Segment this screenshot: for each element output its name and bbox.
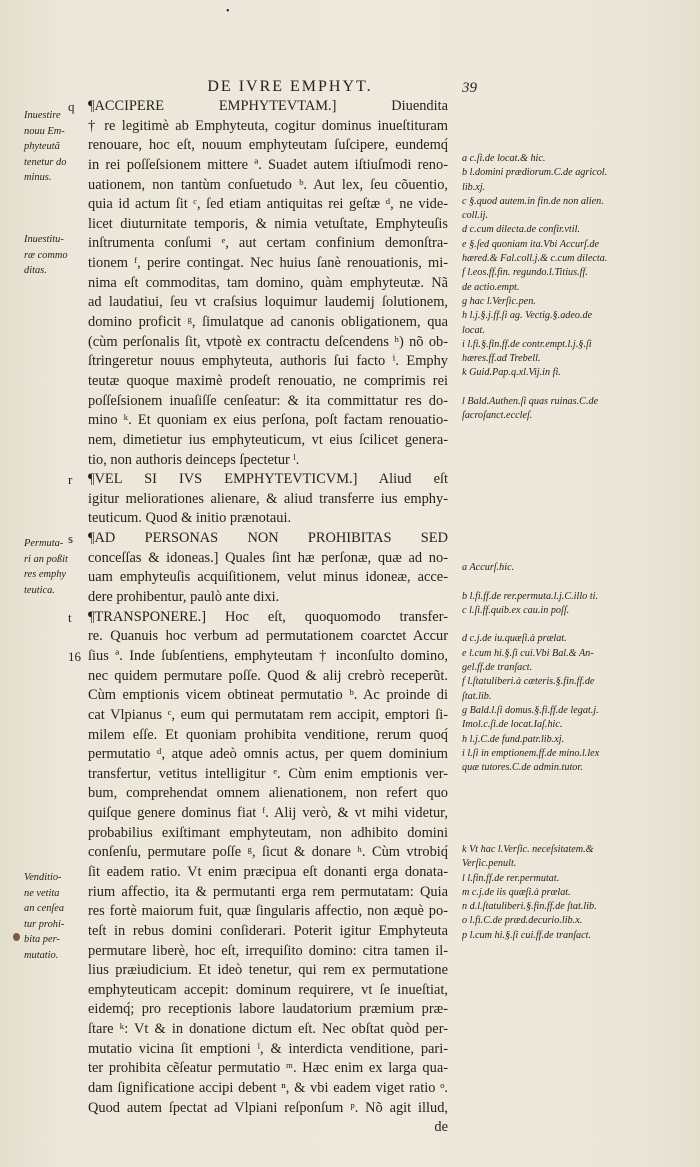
text-line: quia id actum ſit ᶜ, ſed etiam antiquitas rei geſtæ ᵈ, ne vide- — [88, 196, 448, 213]
text-line: (cùm perſonalis ſit, vtpotè ex contractu deſcendens ʰ) nõ ob- — [88, 333, 448, 350]
text-line: tionem ᶠ, perire contingat. Nec huius ſanè renouationis, mi- — [88, 255, 448, 272]
text-line: milem eſſe. Et quoniam prohibita venditione, rerum quoq́ — [88, 726, 448, 743]
text-line: bum, comprehendat omnem alienationem, non refert quo — [88, 785, 448, 802]
citation-line: d c.j.de iu.quæſi.à prælat. — [462, 633, 567, 645]
citation-line: hæres.ff.ad Trebell. — [462, 353, 541, 365]
main-text-column — [68, 97, 448, 1138]
citation-line — [462, 618, 694, 632]
line-marker: r — [68, 472, 73, 488]
text-line: permutatio ᵈ, atque adeò omnis actus, per quem dominium — [88, 746, 448, 763]
text-line: Quod autem ſpectat ad Vlpiani reſponſum ᵖ. Nõ agit illud, — [88, 1099, 448, 1116]
margin-note-line: Inuestire — [24, 110, 61, 121]
citation-line: p l.cum hi.§.ſi cui.ff.de tranſact. — [462, 929, 592, 941]
text-line: nem, dimetietur ius emphyteuticum, vt eius ſcilicet genera- — [88, 431, 448, 448]
text-line: inſtrumenta conſumi ᵉ, aut certam confinium demonſtra- — [88, 235, 448, 252]
citation-line: d c.cum dilecta.de confir.vtil. — [462, 224, 580, 236]
citation-line: gel.ff.de tranſact. — [462, 662, 533, 674]
citation-line: Imol.c.ſi.de locat.Iaſ.hic. — [462, 719, 563, 731]
text-line: emphyteuticam accepit: dominum requirere, vt ſe inueſtiat, — [88, 981, 448, 998]
citation-line: de actio.empt. — [462, 281, 520, 293]
text-line: ¶TRANSPONERE.] Hoc eſt, quoquomodo transfer- — [88, 608, 448, 625]
line-marker: s — [68, 531, 74, 547]
citation-line: k Vt hac l.Verſic. neceſsitatem.& — [462, 844, 594, 855]
citation-line: l Bald.Authen.ſi quas ruinas.C.de — [462, 396, 599, 408]
text-line: transfertur, vetitus intelligitur ᵉ. Cùm enim emptionis ver- — [88, 765, 448, 782]
citation-line: c l.ſi.ff.quib.ex cau.in poſſ. — [462, 604, 570, 616]
text-line: uam emphyteuſis acquiſitionem, velut minus idoneæ, acce- — [88, 569, 448, 586]
text-line: conceſſas & idoneas.] Quales ſint hæ perſonæ, quæ ad no- — [88, 549, 448, 566]
text-line: igitur meliorationes alienare, & aliud transferre ius emphy- — [88, 490, 448, 507]
side-notes-lower — [462, 843, 694, 943]
text-line: ſit eadem ratio. Vt enim præcipua eſt donanti erga donata- — [88, 863, 448, 880]
text-line: teutæ quoque maximè prodeſt renouatio, ne comprimis rei — [88, 372, 448, 389]
margin-note-line: an cenſea — [24, 903, 65, 915]
text-line: teſt in rebus domini conſiderari. Poterit igitur Emphyteuta — [88, 922, 448, 939]
citation-line: f l.eos.ff.fin. regundo.l.Titius.ff. — [462, 267, 588, 279]
citation-line: o l.fi.C.de præd.decurio.lib.x. — [462, 915, 583, 927]
text-line: lius præiudicium. Et ideò tenetur, qui rem ex permutatione — [88, 962, 448, 979]
citation-line: coll.ij. — [462, 210, 489, 222]
margin-note-inuestiturae — [24, 232, 76, 279]
citation-line — [462, 381, 694, 395]
text-line: ter prohibita cẽſeatur permutatio ᵐ. Hæc enim ex larga qua- — [88, 1060, 448, 1077]
citation-line: h l.j.C.de fund.patr.lib.xj. — [462, 733, 565, 745]
text-line: uationem, non tantùm conſuetudo ᵇ. Aut lex, ſeu cõuentio, — [88, 176, 448, 193]
top-mark: • — [226, 6, 230, 17]
margin-note-line: phyteutã — [24, 141, 60, 153]
text-line: permutare liberè, hoc eſt, irrequiſito domino: citra tamen il- — [88, 942, 448, 959]
citation-line: a c.ſi.de locat.& hic. — [462, 153, 546, 164]
margin-note-line: mutatio. — [24, 949, 59, 961]
margin-note-line: tur prohi- — [24, 918, 65, 930]
text-line: ad laudatiui, ſeu vt craſsius loquimur laudemij ſolutionem, — [88, 294, 448, 311]
line-marker: t — [68, 609, 72, 625]
margin-note-line: ne vetita — [24, 887, 60, 899]
running-header: DE IVRE EMPHYT. — [207, 78, 373, 95]
margin-note-line: Permuta- — [24, 538, 64, 549]
citation-line: Verſic.penult. — [462, 858, 517, 870]
text-line: res fortè maiorum fuit, quæ ſingularis affectio, non æquè po- — [88, 903, 448, 920]
text-line: mutatio vicina ſit emptioni ˡ, & interdicta venditione, pari- — [88, 1040, 448, 1057]
citation-line: g Bald.l.ſi domus.§.fi.ff.de legat.j. — [462, 704, 599, 716]
citation-line: lib.xj. — [462, 181, 486, 193]
margin-note-line: ditas. — [24, 265, 47, 277]
citation-line — [462, 575, 694, 589]
citation-line: ſtat.lib. — [462, 690, 492, 702]
text-line: tio, non authoris deinceps ſpectetur ˡ. — [88, 451, 300, 468]
citation-line: l l.fin.ff.de rer.permutat. — [462, 872, 560, 884]
margin-note-line: ri an poßit — [24, 553, 68, 565]
text-line: nima eſt commoditas, tam domino, quàm emphyteutæ. Nã — [88, 274, 448, 291]
text-line: eidemq́; pro receptionis labore laudatorium præmium præ- — [88, 1001, 448, 1018]
text-line: ¶VEL SI IVS EMPHYTEVTICVM.] Aliud eſt — [88, 471, 448, 488]
citation-line: n d.l.ſtatuliberi.§.fin.ff.de ſtat.lib. — [462, 901, 597, 913]
text-line: conſenſu, permutare poſſe ᵍ, ſicut & donare ʰ. Cùm vtrobiq́ — [88, 844, 448, 861]
text-line: cat Vlpianus ᶜ, eum qui permutatam rem accipit, emptori ſi- — [88, 706, 448, 723]
text-line: probabilius exiſtimant emphyteutam, non adhibito domini — [88, 824, 448, 841]
text-line: renouare, hoc eſt, nouum emphyteutam ſuſcipere, eundemq́ — [88, 137, 448, 154]
text-line: ſius ª. Inde ſubſentiens, emphyteutam † inconſulto domino, — [88, 647, 448, 664]
text-line: licet diuturnitate temporis, & nimia vetuſtate, Emphyteuſis — [88, 215, 448, 232]
text-line: ſtringeretur nouus emphyteuta, authoris ſui facto ⁱ. Emphy — [88, 353, 448, 370]
text-line: dere prohibentur, paulò ante dixi. — [88, 589, 280, 606]
text-line: re. Quanuis hoc verbum ad permutationem coarctet Accur — [88, 628, 448, 645]
margin-note-line: Inuestitu- — [24, 234, 64, 245]
side-notes-middle — [462, 561, 694, 775]
text-line: teuticum. Quod & initio prænotaui. — [88, 510, 292, 527]
citation-line: a Accurſ.hic. — [462, 562, 515, 573]
text-line: domino proficit ᵍ, ſimulatque ad canonis obligationem, qua — [88, 314, 448, 331]
text-line: de — [434, 1119, 448, 1136]
text-line: mino ᵏ. Et quoniam ex eius perſona, poſt factam renouatio- — [88, 412, 448, 429]
citation-line: f l.ſtatuliberi.à cæteris.§.fin.ff.de — [462, 676, 595, 688]
citation-line: b l.domini prædiorum.C.de agricol. — [462, 167, 608, 179]
citation-line: e §.ſed quoniam ita.Vbi Accurſ.de — [462, 238, 600, 250]
citation-line: b l.fi.ff.de rer.permuta.l.j.C.illo ti. — [462, 590, 599, 602]
margin-note-inuestire — [24, 108, 76, 186]
citation-line: ſacroſanct.eccleſ. — [462, 410, 533, 422]
margin-note-line: teutica. — [24, 584, 55, 596]
citation-line: quæ tutores.C.de admin.tutor. — [462, 762, 583, 774]
text-line: Cùm emptionis vicem obtineat permutatio ᵇ. Ac proinde di — [88, 687, 448, 704]
text-line: † re legitimè ab Emphyteuta, cogitur dominus inueſtituram — [88, 117, 448, 134]
text-line: in rei poſſeſsionem mittere ª. Suadet autem iſtiuſmodi reno- — [88, 156, 448, 173]
margin-note-venditione — [24, 870, 76, 964]
text-line: ¶AD PERSONAS NON PROHIBITAS SED — [88, 530, 448, 547]
citation-line: c §.quod autem.in fin.de non alien. — [462, 195, 604, 207]
margin-note-line: Venditio- — [24, 872, 62, 883]
text-line: nec quidem permutare poſſe. Quod & alij crebrò receperũt. — [88, 667, 448, 684]
citation-line: m c.j.de iis quæſi.à prælat. — [462, 886, 571, 898]
line-marker: 16 — [68, 649, 81, 665]
margin-note-line: nouu Em- — [24, 125, 65, 137]
side-notes-upper — [462, 152, 694, 424]
citation-line: i l.fi.§.fin.ff.de contr.empt.l.j.§.ſi — [462, 338, 592, 350]
ink-blot — [13, 933, 20, 941]
citation-line: locat. — [462, 324, 485, 336]
citation-line: i l.ſi in emptionem.ff.de mino.l.lex — [462, 747, 600, 759]
text-line: ¶ACCIPERE EMPHYTEVTAM.] Diuendita — [88, 98, 448, 114]
margin-note-line: tenetur do — [24, 156, 67, 168]
text-line: dam ſignificatione accipi debent ⁿ, & vbi eadem viget ratio ᵒ. — [88, 1080, 448, 1097]
margin-note-line: bita per- — [24, 934, 60, 946]
margin-note-line: res emphy — [24, 569, 67, 581]
citation-line: h l.j.§.j.ff.ſi ag. Vectig.§.adeo.de — [462, 310, 593, 322]
text-line: poſſeſsionem inuaſiſſe cenſeatur: & ita committatur res do- — [88, 392, 448, 409]
margin-note-line: ræ commo — [24, 249, 68, 261]
citation-line: e l.cum hi.§.ſi cui.Vbi Bal.& An- — [462, 647, 594, 659]
margin-note-line: minus. — [24, 172, 52, 184]
line-marker: q — [68, 99, 75, 114]
text-line: ſtare ᵏ: Vt & in donatione dictum eſt. Nec obſtat quòd per- — [88, 1021, 448, 1038]
citation-line: g hac l.Verſic.pen. — [462, 295, 536, 307]
citation-line: k Guid.Pap.q.xl.Vij.in fi. — [462, 367, 561, 379]
text-line: rium affectio, ita & permutanti erga rem permutatam: Quia — [88, 883, 448, 900]
citation-line: hæred.& Fal.coll.j.& c.cum dilecta. — [462, 253, 608, 265]
text-line: quiſque genere dominus fiat ᶠ. Alij verò, & vt mihi videtur, — [88, 805, 448, 822]
folio-number: 39 — [462, 80, 477, 96]
